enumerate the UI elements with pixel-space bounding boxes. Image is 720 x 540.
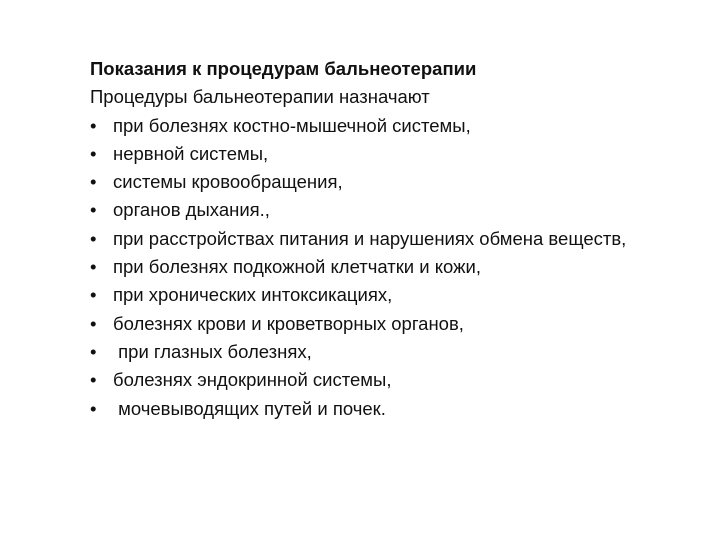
list-item-text: болезнях эндокринной системы, [113, 369, 392, 391]
bullet-icon: • [90, 199, 97, 221]
list-item-text: нервной системы, [113, 142, 269, 164]
list-item [90, 196, 650, 224]
list-item [90, 168, 650, 196]
list-item-text: органов дыхания., [113, 199, 270, 221]
list-item-text: при глазных болезнях, [113, 340, 312, 362]
bullet-icon: • [90, 284, 97, 306]
list-item-text: при болезнях подкожной клетчатки и кожи, [113, 256, 481, 278]
list-item [90, 395, 650, 423]
bullet-icon: • [90, 369, 97, 391]
bullet-icon: • [90, 114, 97, 136]
bullet-icon: • [90, 397, 97, 419]
list-item-text: при расстройствах питания и нарушениях обмена веществ, [113, 227, 627, 249]
bullet-icon: • [90, 256, 97, 278]
list-item-text: системы кровообращения, [113, 171, 343, 193]
list-item [90, 112, 650, 140]
list-item [90, 225, 650, 253]
bullet-icon: • [90, 227, 97, 249]
list-item [90, 310, 650, 338]
slide-content [90, 55, 650, 423]
list-item [90, 140, 650, 168]
intro-text: Процедуры бальнеотерапии назначают [90, 86, 430, 108]
list-item-text: болезнях крови и кроветворных органов, [113, 312, 464, 334]
slide-title: Показания к процедурам бальнеотерапии [90, 58, 477, 79]
list-item [90, 281, 650, 309]
indications-list [90, 112, 650, 423]
list-item [90, 253, 650, 281]
list-item-text: при болезнях костно-мышечной системы, [113, 114, 471, 136]
bullet-icon: • [90, 340, 97, 362]
list-item [90, 366, 650, 394]
list-item-text: при хронических интоксикациях, [113, 284, 393, 306]
list-item-text: мочевыводящих путей и почек. [113, 397, 386, 419]
bullet-icon: • [90, 142, 97, 164]
bullet-icon: • [90, 171, 97, 193]
bullet-icon: • [90, 312, 97, 334]
list-item [90, 338, 650, 366]
